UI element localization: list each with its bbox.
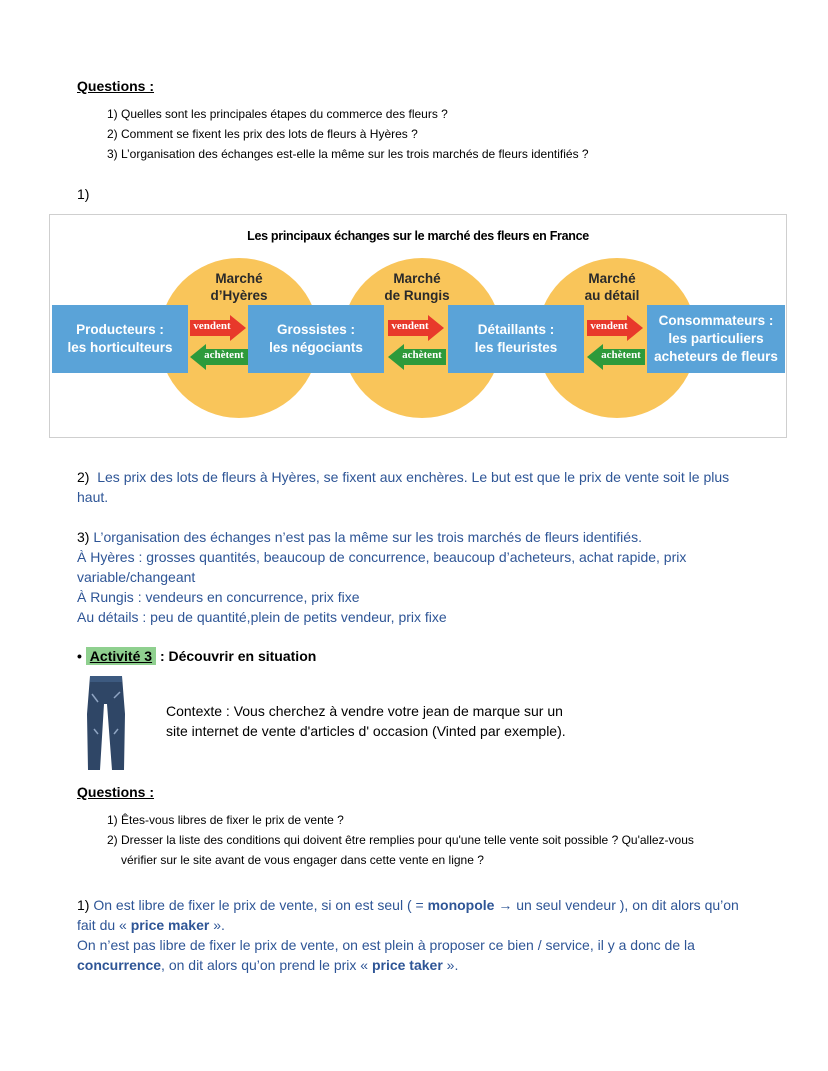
diagram-title: Les principaux échanges sur le marché des fleurs en France — [247, 229, 589, 243]
answer-final: 1) On est libre de fixer le prix de vente, si on est seul ( = monopole → un seul vendeur ), on dit alors qu’on fait du « price maker ». On n’est pas libre de fixer le prix de vente, on est plein à proposer ce bien / service, il y a donc de la concurrence, on dit alors qu’on prend le prix « price taker ». — [77, 897, 739, 973]
market-label-hyeres: Marché d’Hyères — [210, 271, 268, 303]
buy-label: achètent — [402, 349, 442, 361]
answer-3: 3) L’organisation des échanges n’est pas la même sur les trois marchés de fleurs identifiés. À Hyères : grosses quantités, beaucoup de concurrence, beaucoup d’acheteurs, achat rapide, prix variable/changeant À Rungis : vendeurs en concurrence, prix fixe Au détails : peu de quantité,plein de petits vendeur, prix fixe — [77, 529, 687, 625]
questions-title: Questions : — [77, 78, 155, 94]
buy-label: achètent — [204, 349, 244, 361]
activity-heading: • Activité 3 : Découvrir en situation — [77, 648, 317, 664]
actor-consumers: Consommateurs : les particuliers acheteurs de fleurs — [647, 305, 785, 373]
actor-producers: Producteurs : les horticulteurs — [52, 305, 188, 373]
question-item: 1) Quelles sont les principales étapes du commerce des fleurs ? — [107, 107, 448, 121]
market-label-detail: Marché au détail — [584, 271, 640, 303]
buy-label: achètent — [601, 349, 641, 361]
answer-2: 2) Les prix des lots de fleurs à Hyères, se fixent aux enchères. Le but est que le prix de vente soit le plus haut. — [77, 469, 730, 505]
sell-label: vendent — [193, 320, 231, 332]
question-item: 3) L’organisation des échanges est-elle la même sur les trois marchés de fleurs identifiés ? — [107, 147, 589, 161]
answer-1-label: 1) — [77, 186, 90, 202]
question-item: 2) Comment se fixent les prix des lots de fleurs à Hyères ? — [107, 127, 418, 141]
market-label-rungis: Marché de Rungis — [384, 271, 450, 303]
question-item: vérifier sur le site avant de vous engager dans cette vente en ligne ? — [121, 853, 484, 867]
flower-market-diagram — [49, 214, 787, 438]
questions-title-2: Questions : — [77, 784, 155, 800]
questions-list-2 — [107, 810, 694, 870]
sell-label: vendent — [590, 320, 628, 332]
actor-retailers: Détaillants : les fleuristes — [448, 305, 584, 373]
question-item: 1) Êtes-vous libres de fixer le prix de vente ? — [107, 813, 344, 827]
questions-list — [107, 104, 589, 164]
actor-wholesalers: Grossistes : les négociants — [248, 305, 384, 373]
sell-label: vendent — [391, 320, 429, 332]
jeans-icon — [84, 674, 128, 772]
question-item: 2) Dresser la liste des conditions qui doivent être remplies pour qu'une telle vente soit possible ? Qu'allez-vous — [107, 833, 694, 847]
activity-badge: Activité 3 — [86, 647, 156, 665]
activity-context: Contexte : Vous cherchez à vendre votre jean de marque sur un site internet de vente d'articles d' occasion (Vinted par exemple). — [166, 703, 566, 739]
